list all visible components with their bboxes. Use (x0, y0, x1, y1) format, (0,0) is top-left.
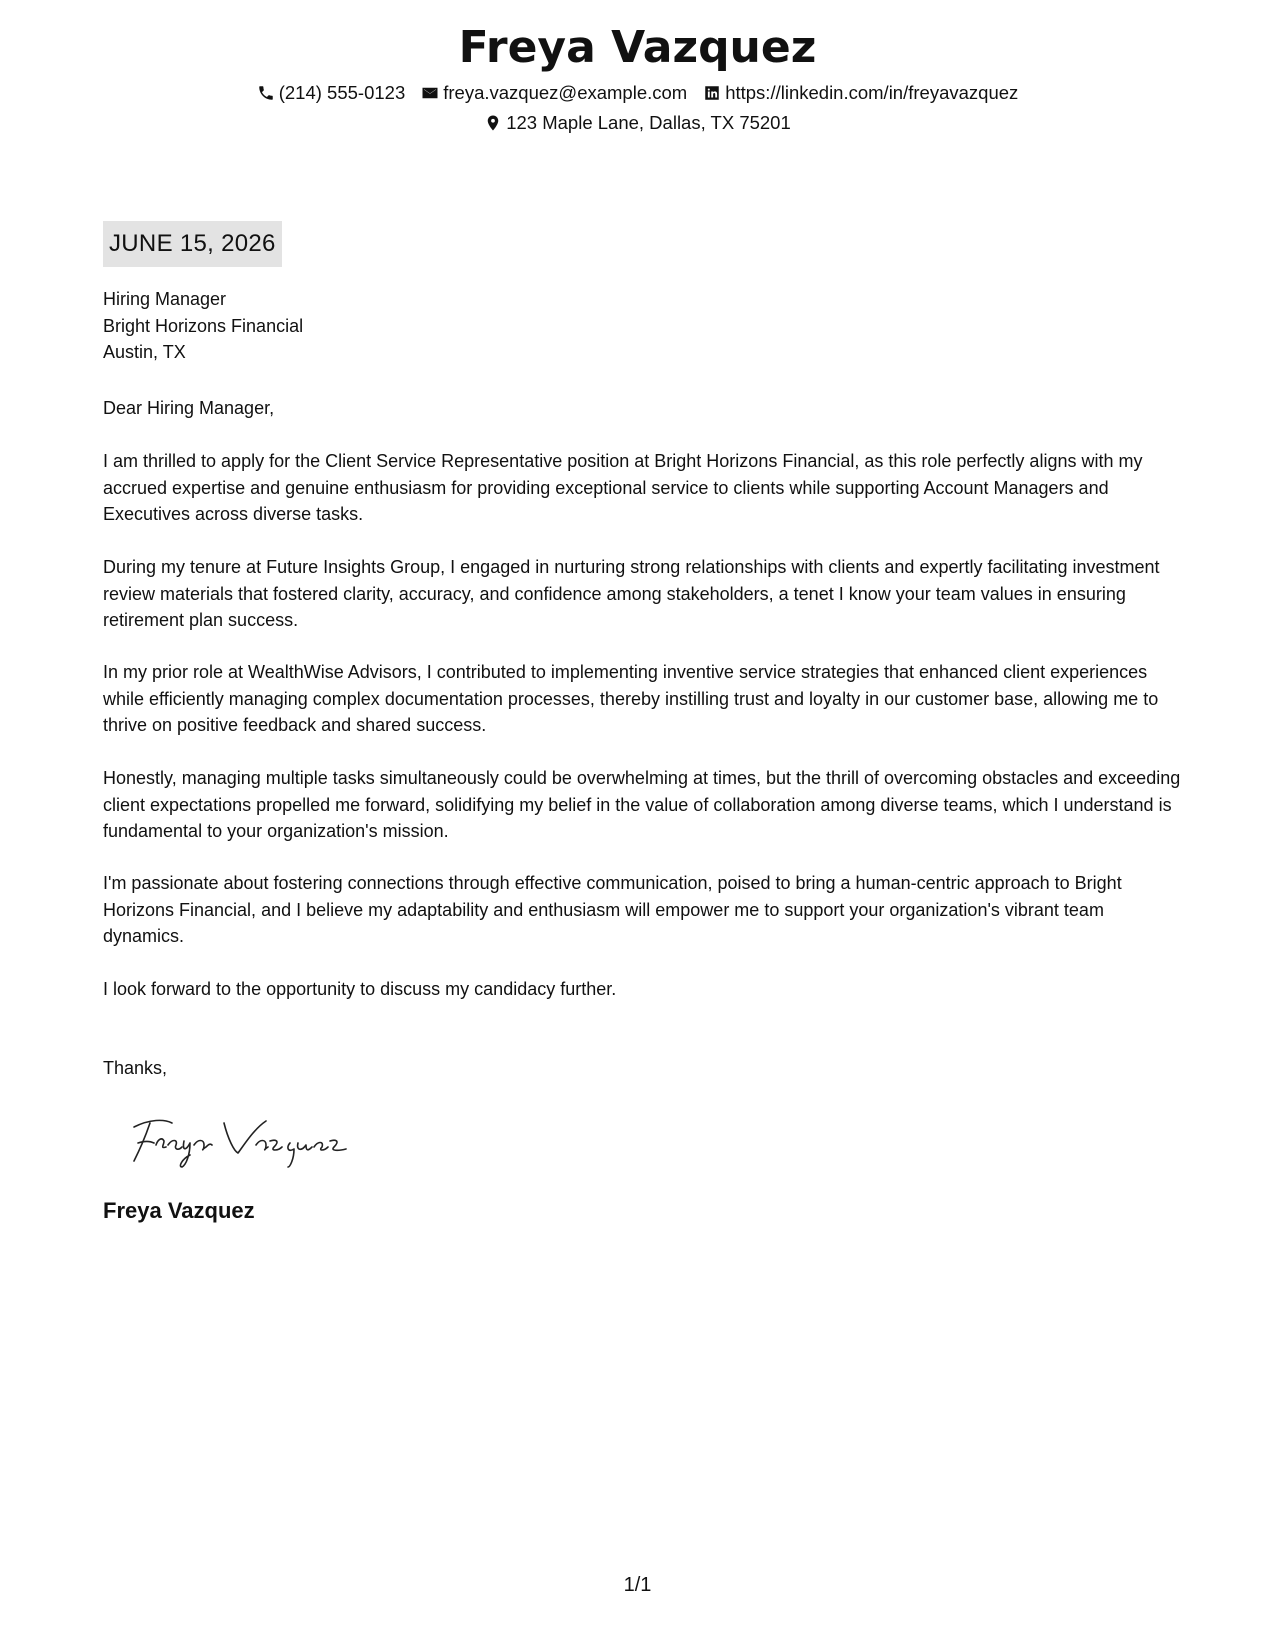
contact-email[interactable] (421, 78, 687, 108)
recipient-block (103, 286, 303, 366)
contact-phone (257, 78, 406, 108)
contact-row-address (0, 108, 1275, 138)
letter-date: JUNE 15, 2026 (103, 221, 282, 267)
linkedin-link[interactable]: https://linkedin.com/in/freyavazquez (725, 82, 1019, 103)
salutation: Dear Hiring Manager, (103, 398, 275, 418)
letter-paragraph: In my prior role at WealthWise Advisors, I contributed to implementing inventive service strategies that enhanced client experiences while efficiently managing complex documentation processes, thereby instilling trust and loyalty in our customer base, allowing me to thrive on positive feedback and shared success. (103, 662, 1159, 735)
letter-paragraph: I am thrilled to apply for the Client Service Representative position at Bright Horizons Financial, as this role perfectly aligns with my accrued expertise and genuine enthusiasm for providing exceptional service to clients while supporting Account Managers and Executives across diverse tasks. (103, 451, 1143, 524)
letter-paragraph: I look forward to the opportunity to discuss my candidacy further. (103, 979, 617, 999)
letter-paragraph: I'm passionate about fostering connections through effective communication, poised to bring a human-centric approach to Bright Horizons Financial, and I believe my adaptability and enthusiasm will empower me to support your organization's vibrant team dynamics. (103, 873, 1122, 946)
letter-paragraph: During my tenure at Future Insights Group, I engaged in nurturing strong relationships with clients and expertly facilitating investment review materials that fostered clarity, accuracy, and confidence among stakeholders, a tenet I know your team values in ensuring retirement plan success. (103, 557, 1160, 630)
linkedin-icon (703, 84, 721, 102)
closing: Thanks, (103, 1058, 168, 1078)
letter-paragraph: Honestly, managing multiple tasks simultaneously could be overwhelming at times, but the thrill of overcoming obstacles and exceeding client expectations propelled me forward, solidifying my belief in the value of collaboration among diverse teams, which I understand is fundamental to your organization's mission. (103, 768, 1181, 841)
recipient-company: Bright Horizons Financial (103, 315, 304, 336)
recipient-title: Hiring Manager (103, 289, 227, 309)
handwritten-signature (120, 1105, 360, 1175)
email-link[interactable]: freya.vazquez@example.com (443, 82, 688, 103)
contact-linkedin[interactable] (703, 78, 1018, 108)
applicant-name: Freya Vazquez (458, 22, 817, 73)
letter-header (0, 18, 1275, 138)
address-text: 123 Maple Lane, Dallas, TX 75201 (506, 112, 791, 133)
phone-icon (257, 84, 275, 102)
recipient-location: Austin, TX (103, 342, 186, 362)
envelope-icon (421, 84, 439, 102)
map-pin-icon (484, 114, 502, 132)
signed-name: Freya Vazquez (103, 1198, 255, 1223)
contact-address (484, 108, 791, 138)
contact-row-primary (0, 78, 1275, 108)
phone-text: (214) 555-0123 (278, 82, 406, 103)
page-number: 1/1 (623, 1574, 652, 1596)
